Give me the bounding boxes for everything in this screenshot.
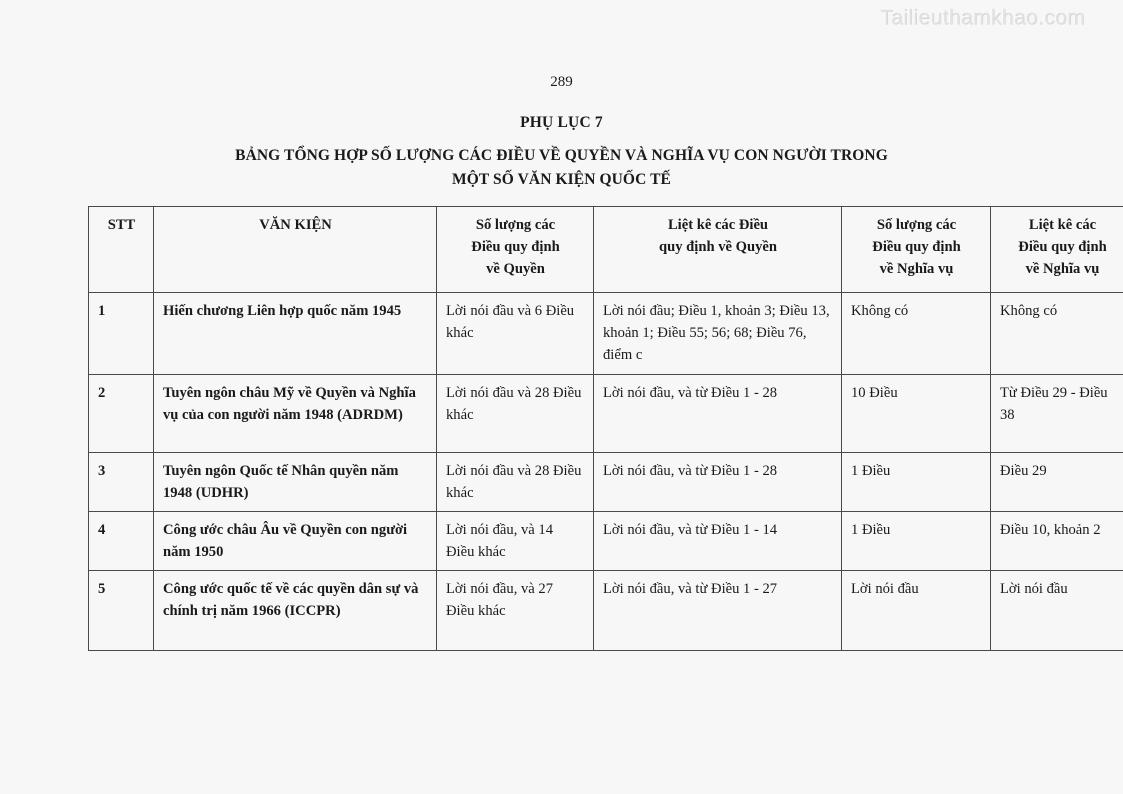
table-header-row: [89, 207, 1123, 293]
table-row: [89, 452, 1123, 511]
cell-liet-ke-quyen: Lời nói đầu, và từ Điều 1 - 28: [594, 374, 842, 452]
column-header-so-luong-quyen-line-1: Số lượng các: [475, 217, 556, 233]
column-header-stt-line-1: STT: [107, 217, 136, 233]
column-header-liet-ke-quyen-line-1: Liệt kê các Điều: [667, 217, 769, 233]
document-heading: [0, 144, 1123, 192]
cell-liet-ke-quyen: Lời nói đầu; Điều 1, khoản 3; Điều 13, khoản 1; Điều 55; 56; 68; Điều 76, điểm c: [594, 293, 842, 375]
cell-liet-ke-quyen: Lời nói đầu, và từ Điều 1 - 27: [594, 571, 842, 651]
table-row: [89, 571, 1123, 651]
cell-so-luong-quyen: Lời nói đầu và 6 Điều khác: [437, 293, 594, 375]
column-header-so-luong-quyen: [437, 207, 594, 293]
column-header-liet-ke-nghia-vu-line-1: Liệt kê các: [1028, 217, 1097, 233]
cell-liet-ke-nghia-vu: Từ Điều 29 - Điều 38: [991, 374, 1123, 452]
cell-liet-ke-nghia-vu: Điều 10, khoản 2: [991, 511, 1123, 570]
column-header-so-luong-quyen-line-2: Điều quy định: [471, 239, 560, 256]
cell-liet-ke-quyen: Lời nói đầu, và từ Điều 1 - 28: [594, 452, 842, 511]
cell-liet-ke-nghia-vu: Điều 29: [991, 452, 1123, 511]
cell-liet-ke-nghia-vu: Không có: [991, 293, 1123, 375]
cell-liet-ke-quyen: Lời nói đầu, và từ Điều 1 - 14: [594, 511, 842, 570]
cell-liet-ke-nghia-vu: Lời nói đầu: [991, 571, 1123, 651]
cell-stt: 4: [89, 511, 154, 570]
column-header-so-luong-nghia-vu-line-2: Điều quy định: [872, 239, 961, 256]
cell-so-luong-nghia-vu: 1 Điều: [842, 452, 991, 511]
cell-so-luong-nghia-vu: 1 Điều: [842, 511, 991, 570]
table-body: [89, 293, 1123, 651]
column-header-liet-ke-nghia-vu-line-3: về Nghĩa vụ: [1025, 261, 1100, 278]
cell-stt: 2: [89, 374, 154, 452]
column-header-liet-ke-quyen-line-2: quy định về Quyền: [658, 239, 777, 256]
document-heading-line-1: BẢNG TỔNG HỢP SỐ LƯỢNG CÁC ĐIỀU VỀ QUYỀN VÀ NGHĨA VỤ CON NGƯỜI TRONG: [235, 147, 888, 164]
column-header-so-luong-nghia-vu-line-3: về Nghĩa vụ: [879, 261, 954, 278]
cell-van-kien: Công ước quốc tế về các quyền dân sự và chính trị năm 1966 (ICCPR): [154, 571, 437, 651]
cell-so-luong-quyen: Lời nói đầu và 28 Điều khác: [437, 452, 594, 511]
appendix-title: PHỤ LỤC 7: [520, 114, 603, 131]
summary-table: [88, 206, 1123, 651]
cell-so-luong-nghia-vu: Không có: [842, 293, 991, 375]
column-header-liet-ke-quyen: [594, 207, 842, 293]
column-header-so-luong-nghia-vu: [842, 207, 991, 293]
table-row: [89, 293, 1123, 375]
cell-so-luong-quyen: Lời nói đầu và 28 Điều khác: [437, 374, 594, 452]
cell-so-luong-nghia-vu: 10 Điều: [842, 374, 991, 452]
table-row: [89, 374, 1123, 452]
table-header: [89, 207, 1123, 293]
cell-stt: 5: [89, 571, 154, 651]
page-number: 289: [550, 74, 573, 90]
cell-stt: 1: [89, 293, 154, 375]
column-header-stt: [89, 207, 154, 293]
cell-van-kien: Tuyên ngôn Quốc tế Nhân quyền năm 1948 (UDHR): [154, 452, 437, 511]
cell-van-kien: Hiến chương Liên hợp quốc năm 1945: [154, 293, 437, 375]
column-header-liet-ke-nghia-vu: [991, 207, 1123, 293]
document-heading-line-2: MỘT SỐ VĂN KIỆN QUỐC TẾ: [452, 171, 671, 189]
cell-stt: 3: [89, 452, 154, 511]
cell-so-luong-quyen: Lời nói đầu, và 27 Điều khác: [437, 571, 594, 651]
site-watermark: Tailieuthamkhao.com: [880, 6, 1085, 29]
column-header-so-luong-quyen-line-3: về Quyền: [486, 261, 545, 278]
cell-so-luong-quyen: Lời nói đầu, và 14 Điều khác: [437, 511, 594, 570]
column-header-van-kien-line-1: VĂN KIỆN: [259, 217, 332, 233]
column-header-van-kien: [154, 207, 437, 293]
table-row: [89, 511, 1123, 570]
column-header-liet-ke-nghia-vu-line-2: Điều quy định: [1018, 239, 1107, 256]
document-title-block: [0, 114, 1123, 192]
column-header-so-luong-nghia-vu-line-1: Số lượng các: [876, 217, 957, 233]
cell-van-kien: Công ước châu Âu về Quyền con người năm 1950: [154, 511, 437, 570]
cell-so-luong-nghia-vu: Lời nói đầu: [842, 571, 991, 651]
cell-van-kien: Tuyên ngôn châu Mỹ về Quyền và Nghĩa vụ của con người năm 1948 (ADRDM): [154, 374, 437, 452]
